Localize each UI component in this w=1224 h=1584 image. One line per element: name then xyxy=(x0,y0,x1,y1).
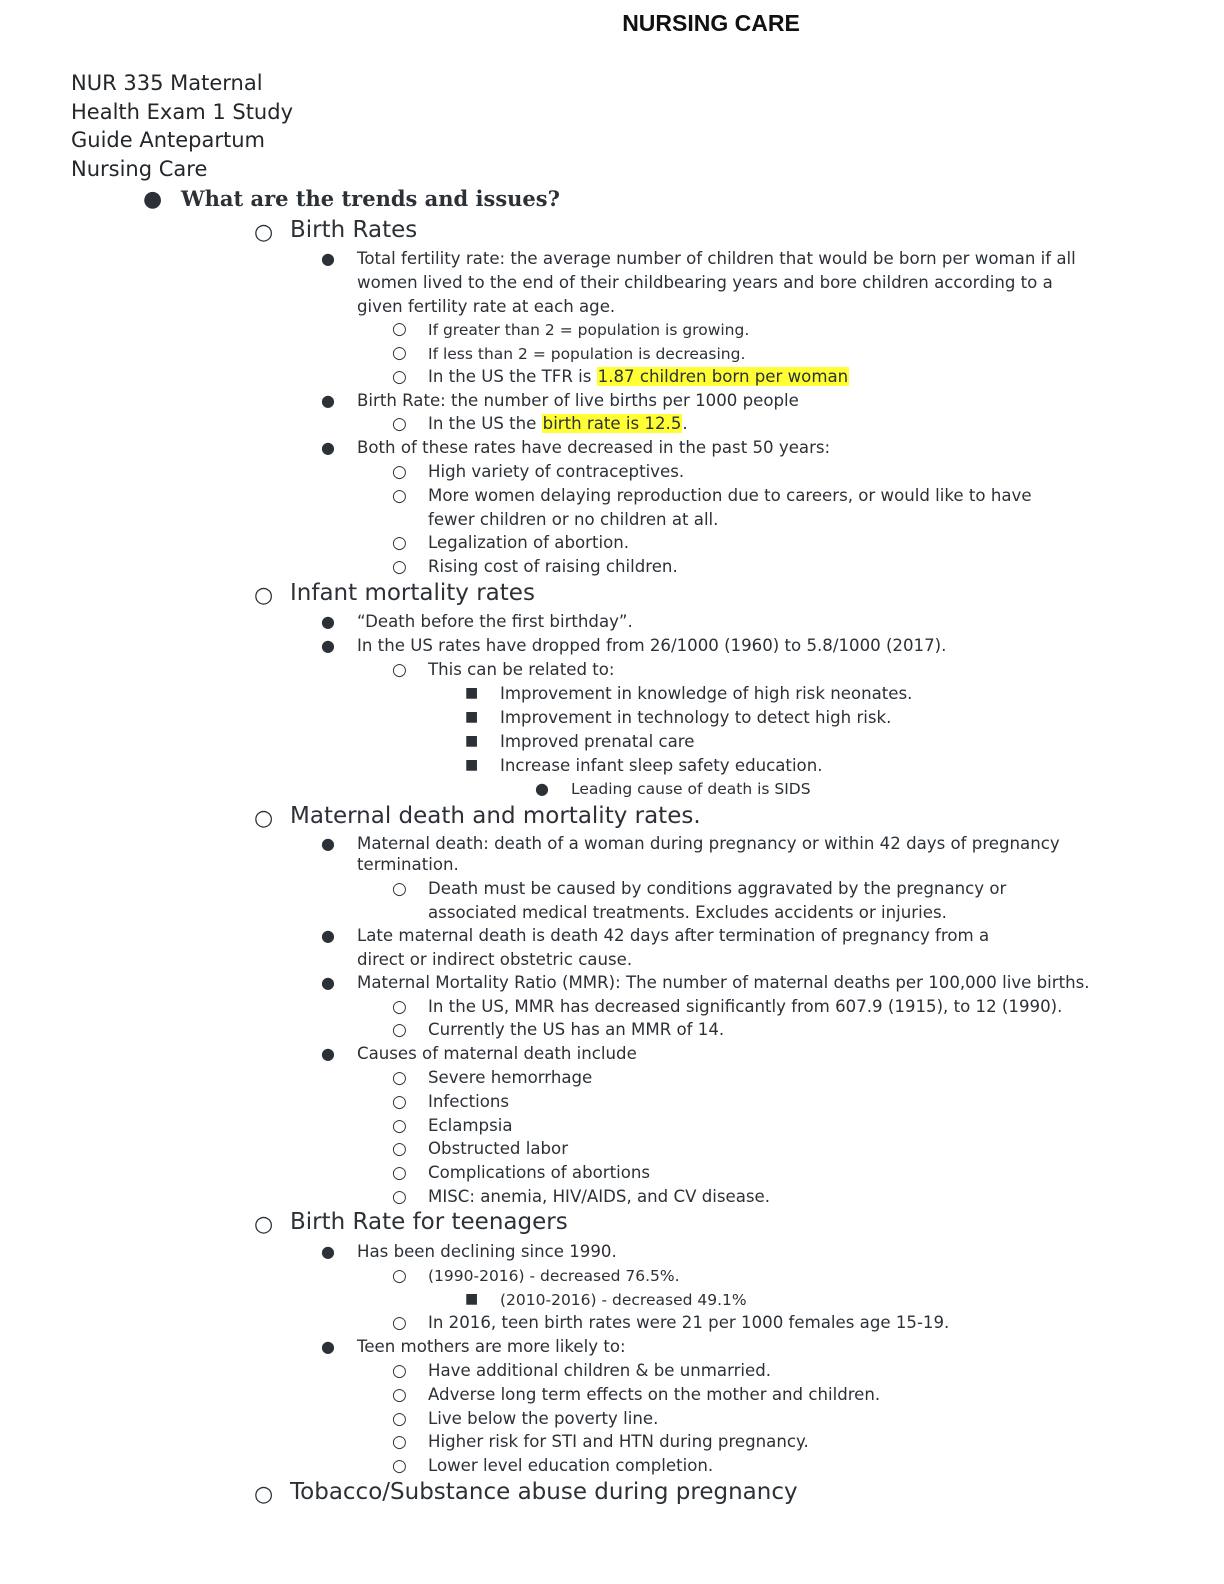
bullet-circle: ○ xyxy=(392,1361,407,1381)
bullet-circle: ○ xyxy=(392,367,407,387)
bullet-circle: ○ xyxy=(392,1266,407,1286)
header-title: NURSING CARE xyxy=(622,10,800,36)
bullet-circle: ○ xyxy=(392,557,407,577)
list-item: MISC: anemia, HIV/AIDS, and CV disease. xyxy=(428,1187,771,1206)
bullet-disc: ● xyxy=(321,612,335,631)
bullet-circle: ○ xyxy=(392,1313,407,1333)
list-item: Causes of maternal death include xyxy=(357,1044,637,1063)
list-item: (1990-2016) - decreased 76.5%. xyxy=(428,1267,680,1285)
list-item: Late maternal death is death 42 days after termination of pregnancy from a xyxy=(357,926,990,945)
document-title xyxy=(71,69,293,183)
bullet-circle: ○ xyxy=(392,997,407,1017)
bullet-circle: ○ xyxy=(254,1482,274,1507)
list-item-continuation: associated medical treatments. Excludes accidents or injuries. xyxy=(428,903,947,922)
bullet-disc: ● xyxy=(321,636,335,655)
bullet-circle: ○ xyxy=(392,1116,407,1136)
list-item: Obstructed labor xyxy=(428,1139,569,1158)
bullet-circle: ○ xyxy=(392,660,407,680)
bullet-circle: ○ xyxy=(392,1020,407,1040)
document-title-line: Guide Antepartum xyxy=(71,128,266,153)
bullet-circle: ○ xyxy=(392,1139,407,1159)
bullet-circle: ○ xyxy=(254,806,274,831)
list-item: Live below the poverty line. xyxy=(428,1409,659,1428)
list-item: Increase infant sleep safety education. xyxy=(500,756,823,775)
list-item: Severe hemorrhage xyxy=(428,1068,593,1087)
bullet-disc: ● xyxy=(535,779,549,798)
document-title-line: Nursing Care xyxy=(71,156,208,181)
bullet-circle: ○ xyxy=(254,583,274,608)
bullet-disc: ● xyxy=(321,1044,335,1063)
list-item: Adverse long term effects on the mother and children. xyxy=(428,1385,881,1404)
list-item: Rising cost of raising children. xyxy=(428,557,678,576)
bullet-circle: ○ xyxy=(392,879,407,899)
list-item: Total fertility rate: the average number of children that would be born per woman if all xyxy=(357,249,1076,268)
list-item-continuation: direct or indirect obstetric cause. xyxy=(357,950,633,969)
list-item: Both of these rates have decreased in the past 50 years: xyxy=(357,438,831,457)
bullet-square: ■ xyxy=(465,709,479,725)
bullet-circle: ○ xyxy=(392,1163,407,1183)
section-title-birth-rates: Birth Rates xyxy=(290,217,418,243)
list-item: Currently the US has an MMR of 14. xyxy=(428,1020,725,1039)
list-item: Maternal Mortality Ratio (MMR): The number of maternal deaths per 100,000 live births. xyxy=(357,973,1090,992)
list-item xyxy=(428,414,688,433)
list-item: In 2016, teen birth rates were 21 per 1000 females age 15-19. xyxy=(428,1313,950,1332)
section-title-maternal-death: Maternal death and mortality rates. xyxy=(290,803,701,829)
bullet-circle: ○ xyxy=(392,533,407,553)
list-item-text: In the US the xyxy=(428,414,542,433)
bullet-disc: ● xyxy=(321,834,335,853)
list-item: Teen mothers are more likely to: xyxy=(357,1337,626,1356)
bullet-circle: ○ xyxy=(392,343,407,363)
list-item: If greater than 2 = population is growing. xyxy=(428,321,750,339)
section-title-infant-mortality: Infant mortality rates xyxy=(290,580,535,606)
bullet-disc: ● xyxy=(321,973,335,992)
list-item: Birth Rate: the number of live births per 1000 people xyxy=(357,391,799,410)
highlighted-text: 1.87 children born per woman xyxy=(597,367,849,386)
bullet-circle: ○ xyxy=(392,1432,407,1452)
list-item: “Death before the first birthday”. xyxy=(357,612,633,631)
bullet-circle: ○ xyxy=(392,1456,407,1476)
list-item: Has been declining since 1990. xyxy=(357,1242,617,1261)
bullet-circle: ○ xyxy=(254,220,274,245)
bullet-circle: ○ xyxy=(392,486,407,506)
list-item: Death must be caused by conditions aggravated by the pregnancy or xyxy=(428,879,1007,898)
bullet-disc: ● xyxy=(321,249,335,268)
highlighted-text: birth rate is 12.5 xyxy=(542,414,682,433)
bullet-circle: ○ xyxy=(392,1385,407,1405)
question-heading: What are the trends and issues? xyxy=(181,186,560,211)
list-item-text: In the US the TFR is xyxy=(428,367,597,386)
bullet-circle: ○ xyxy=(392,1068,407,1088)
list-item: More women delaying reproduction due to careers, or would like to have xyxy=(428,486,1032,505)
bullet-square: ■ xyxy=(465,733,479,749)
list-item: (2010-2016) - decreased 49.1% xyxy=(500,1291,747,1309)
list-item-text: . xyxy=(682,414,688,433)
bullet-circle: ○ xyxy=(392,414,407,434)
list-item: If less than 2 = population is decreasing. xyxy=(428,345,746,363)
list-item-continuation: termination. xyxy=(357,855,459,874)
list-item: Lower level education completion. xyxy=(428,1456,714,1475)
list-item: Improved prenatal care xyxy=(500,732,695,751)
bullet-square: ■ xyxy=(465,1291,479,1307)
list-item xyxy=(428,367,849,386)
bullet-circle: ○ xyxy=(254,1212,274,1237)
list-item-continuation: women lived to the end of their childbearing years and bore children according to a xyxy=(357,273,1053,292)
list-item: Complications of abortions xyxy=(428,1163,651,1182)
document-title-line: Health Exam 1 Study xyxy=(71,99,293,124)
list-item-continuation: given fertility rate at each age. xyxy=(357,297,616,316)
list-item-continuation: fewer children or no children at all. xyxy=(428,510,719,529)
section-title-tobacco: Tobacco/Substance abuse during pregnancy xyxy=(290,1479,798,1505)
bullet-circle: ○ xyxy=(392,1187,407,1207)
list-item: Leading cause of death is SIDS xyxy=(571,780,811,798)
list-item: Have additional children & be unmarried. xyxy=(428,1361,772,1380)
list-item: Improvement in technology to detect high risk. xyxy=(500,708,892,727)
list-item: Improvement in knowledge of high risk neonates. xyxy=(500,684,913,703)
list-item: Infections xyxy=(428,1092,510,1111)
bullet-square: ■ xyxy=(465,685,479,701)
bullet-circle: ○ xyxy=(392,1409,407,1429)
list-item: This can be related to: xyxy=(428,660,615,679)
bullet-square: ■ xyxy=(465,757,479,773)
bullet-circle: ○ xyxy=(392,462,407,482)
list-item: Legalization of abortion. xyxy=(428,533,630,552)
list-item: In the US rates have dropped from 26/1000 (1960) to 5.8/1000 (2017). xyxy=(357,636,947,655)
list-item: Maternal death: death of a woman during pregnancy or within 42 days of pregnancy xyxy=(357,834,1060,853)
list-item: High variety of contraceptives. xyxy=(428,462,685,481)
bullet-disc: ● xyxy=(321,391,335,410)
bullet-disc: ● xyxy=(321,926,335,945)
bullet-circle: ○ xyxy=(392,1092,407,1112)
document-title-line: NUR 335 Maternal xyxy=(71,71,263,95)
page-header xyxy=(0,10,1224,37)
bullet-disc: ● xyxy=(321,1242,335,1261)
bullet-circle: ○ xyxy=(392,319,407,339)
bullet-disc: ● xyxy=(143,187,163,212)
list-item: In the US, MMR has decreased significantly from 607.9 (1915), to 12 (1990). xyxy=(428,997,1063,1016)
bullet-disc: ● xyxy=(321,1337,335,1356)
section-title-teen-birth-rate: Birth Rate for teenagers xyxy=(290,1209,568,1235)
list-item: Eclampsia xyxy=(428,1116,513,1135)
list-item: Higher risk for STI and HTN during pregnancy. xyxy=(428,1432,809,1451)
bullet-disc: ● xyxy=(321,438,335,457)
